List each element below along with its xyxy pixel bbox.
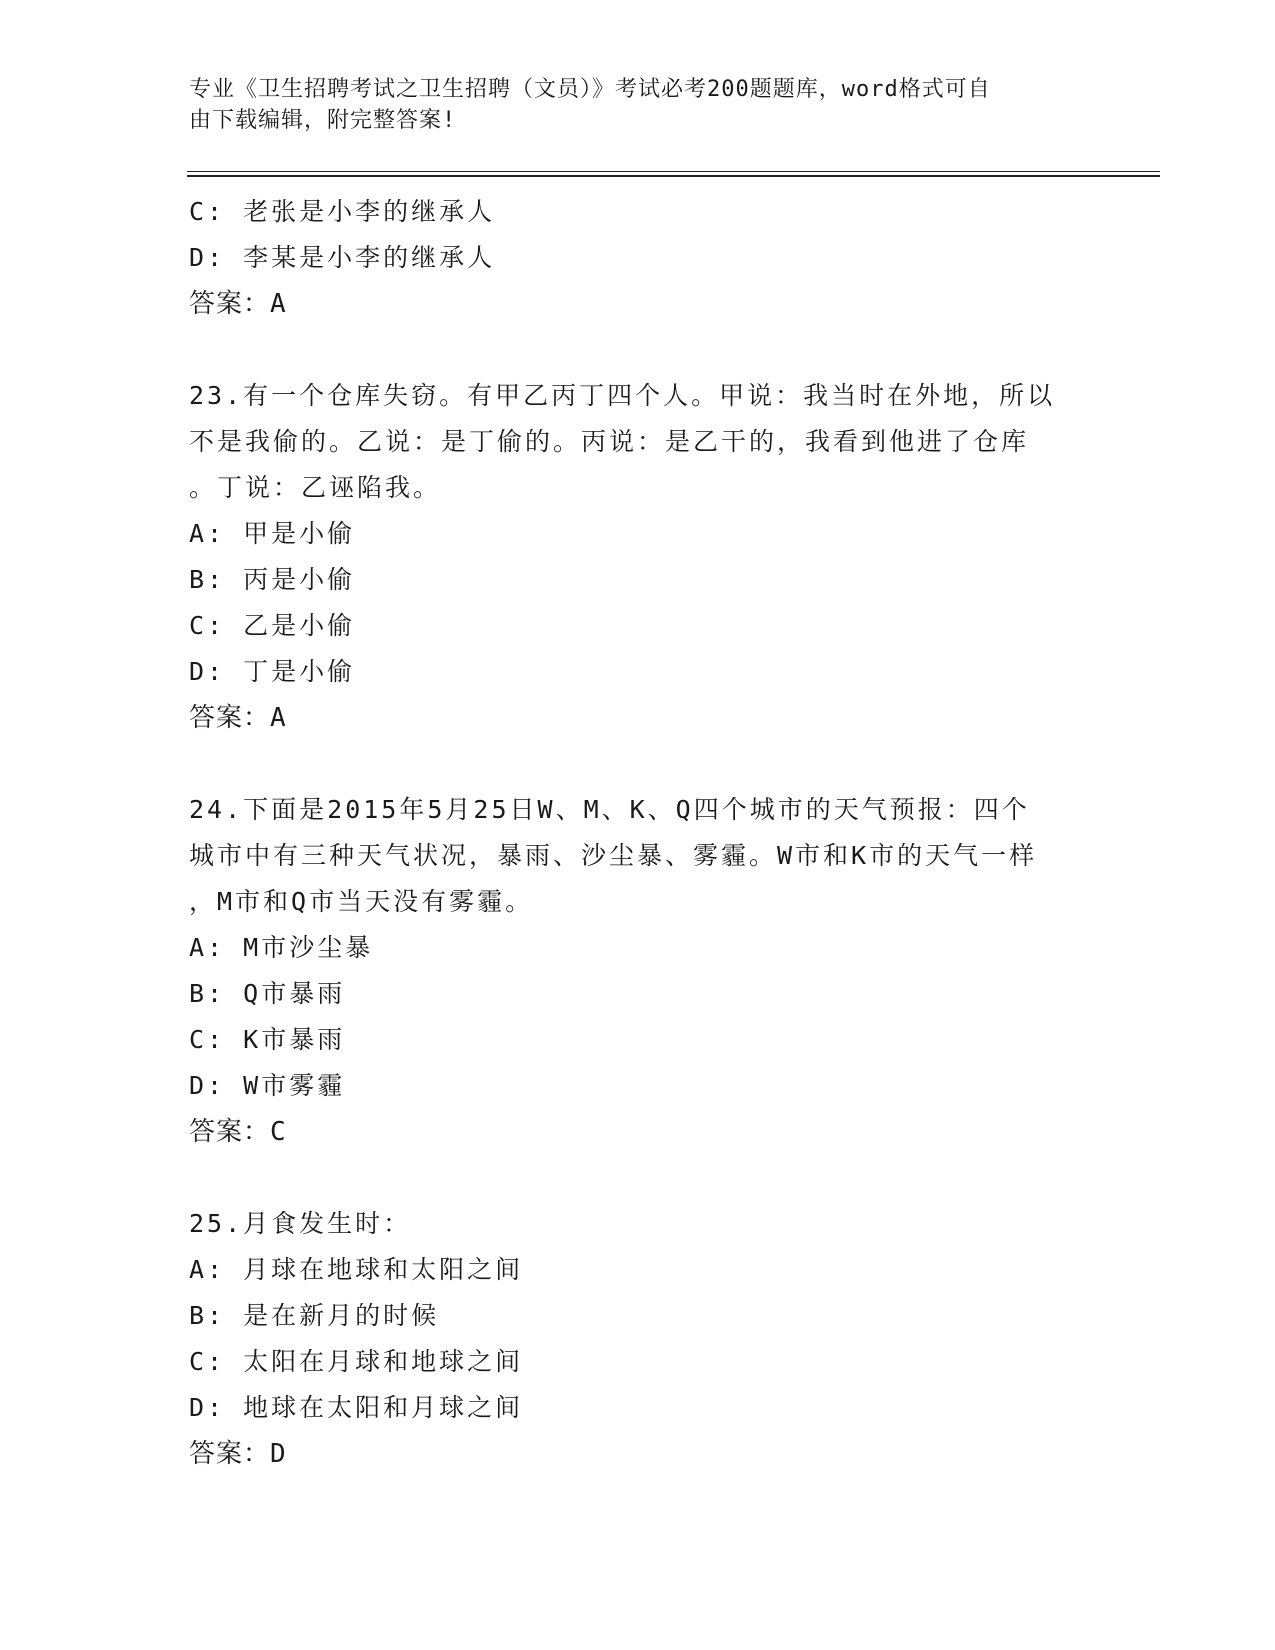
option-d: D: 地球在太阳和月球之间 xyxy=(189,1393,524,1422)
spacer xyxy=(189,327,1089,373)
option-b: B: 丙是小偷 xyxy=(189,565,356,594)
answer-line: 答案：A xyxy=(189,703,287,733)
question-stem-line: 城市中有三种天气状况，暴雨、沙尘暴、雾霾。W市和K市的天气一样 xyxy=(189,841,1038,870)
document-header xyxy=(189,74,1069,136)
option-d: D: 丁是小偷 xyxy=(189,657,356,686)
option-b: B: Q市暴雨 xyxy=(189,979,346,1008)
option-a: A: 月球在地球和太阳之间 xyxy=(189,1255,524,1284)
question-24 xyxy=(189,787,1089,1155)
question-23 xyxy=(189,373,1089,741)
option-a: A: M市沙尘暴 xyxy=(189,933,374,962)
option-d: D: W市雾霾 xyxy=(189,1071,346,1100)
question-stem-line: 25.月食发生时： xyxy=(189,1209,412,1238)
option-b: B: 是在新月的时候 xyxy=(189,1301,440,1330)
option-a: A: 甲是小偷 xyxy=(189,519,356,548)
question-stem-line: 23.有一个仓库失窃。有甲乙丙丁四个人。甲说：我当时在外地，所以 xyxy=(189,381,1056,410)
header-line-1: 专业《卫生招聘考试之卫生招聘（文员）》考试必考200题题库，word格式可自 xyxy=(189,77,991,102)
option-c: C: 太阳在月球和地球之间 xyxy=(189,1347,524,1376)
question-stem-line: 。丁说：乙诬陷我。 xyxy=(189,473,442,502)
previous-question-tail xyxy=(189,189,1089,327)
option-d: D: 李某是小李的继承人 xyxy=(189,243,496,272)
question-stem-line: 24.下面是2015年5月25日W、M、K、Q四个城市的天气预报：四个 xyxy=(189,795,1030,824)
answer-line: 答案：D xyxy=(189,1439,287,1469)
header-rule-bottom xyxy=(187,175,1160,177)
question-25 xyxy=(189,1201,1089,1477)
option-c: C: 老张是小李的继承人 xyxy=(189,197,496,226)
answer-line: 答案：A xyxy=(189,289,287,319)
option-c: C: 乙是小偷 xyxy=(189,611,356,640)
header-rule-top xyxy=(187,171,1160,172)
header-line-2: 由下载编辑，附完整答案! xyxy=(189,108,457,133)
answer-line: 答案：C xyxy=(189,1117,287,1147)
question-content xyxy=(189,189,1089,1477)
option-c: C: K市暴雨 xyxy=(189,1025,346,1054)
spacer xyxy=(189,1155,1089,1201)
spacer xyxy=(189,741,1089,787)
question-stem-line: ，M市和Q市当天没有雾霾。 xyxy=(189,887,534,916)
question-stem-line: 不是我偷的。乙说：是丁偷的。丙说：是乙干的，我看到他进了仓库 xyxy=(189,427,1030,456)
